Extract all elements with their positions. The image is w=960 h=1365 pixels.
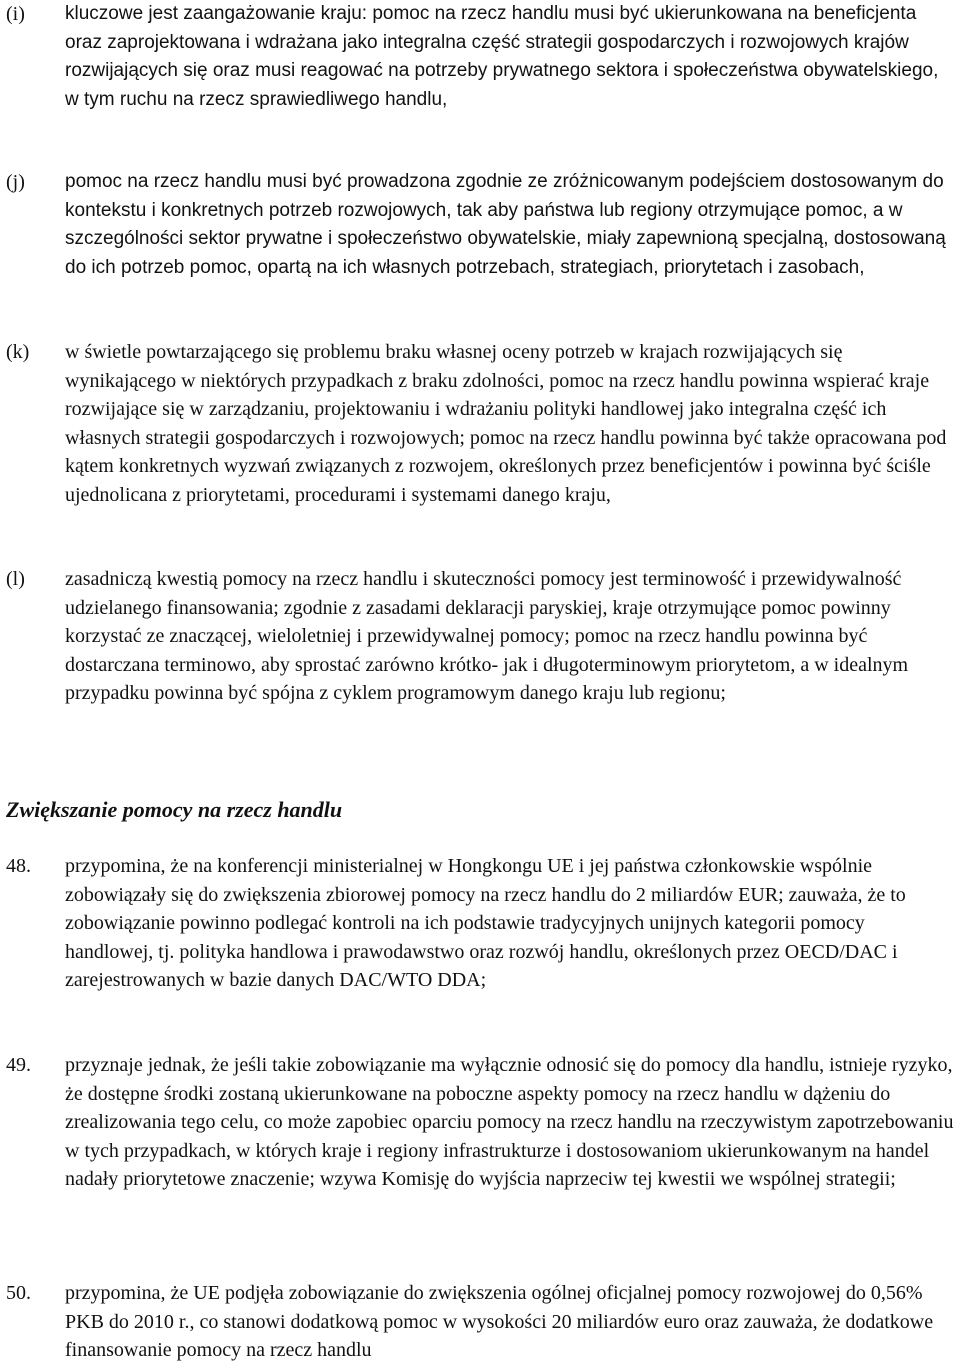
item-text: przypomina, że na konferencji ministerialnej w Hongkongu UE i jej państwa członkowskie wspólnie zobowiązały się do zwiększenia zbiorowej pomocy na rzecz handlu do 2 miliardów EUR; zauważa, że to zobowiązanie powinno podlegać kontroli na ich podstawie tradycyjnych unijnych kategorii pomocy handlowej, tj. polityka handlowa i prawodawstwo oraz rozwój handlu, określonych przez OECD/DAC i zarejestrowanych w bazie danych DAC/WTO DDA; [65, 855, 906, 991]
section-heading: Zwiększanie pomocy na rzecz handlu [6, 797, 343, 822]
item-text: zasadniczą kwestią pomocy na rzecz handlu i skuteczności pomocy jest terminowość i przewidywalność udzielanego finansowania; zgodnie z zasadami deklaracji paryskiej, kraje otrzymujące pomoc powinny korzystać ze znaczącej, wieloletniej i przewidywalnej pomocy; pomoc na rzecz handlu powinna być dostarczana terminowo, aby sprostać zarówno krótko- jak i długoterminowym priorytetom, a w idealnym przypadku powinna być spójna z cyklem programowym danego kraju lub regionu; [65, 568, 909, 704]
item-label: (i) [6, 3, 25, 25]
item-label: (k) [6, 341, 30, 363]
item-text: przyznaje jednak, że jeśli takie zobowiązanie ma wyłącznie odnosić się do pomocy dla handlu, istnieje ryzyko, że dostępne środki zostaną ukierunkowane na poboczne aspekty pomocy na rzecz handlu w dążeniu do zrealizowania tego celu, co może zapobiec oparciu pomocy na rzecz handlu na rzeczywistym zapotrzebowaniu w tych przypadkach, w których kraje i regiony infrastrukturze i dostosowaniom ukierunkowanym na handel nadały priorytetowe znaczenie; wzywa Komisję do wyjścia naprzeciw tej kwestii we wspólnej strategii; [65, 1054, 954, 1190]
item-label: 49. [6, 1054, 31, 1076]
item-label: (j) [6, 171, 25, 193]
item-text: pomoc na rzecz handlu musi być prowadzona zgodnie ze zróżnicowanym podejściem dostosowanym do kontekstu i konkretnych potrzeb rozwojowych, tak aby państwa lub regiony otrzymujące pomoc, a w szczególności sektor prywatne i społeczeństwo obywatelskie, miały zapewnioną specjalną, dostosowaną do ich potrzeb pomoc, opartą na ich własnych potrzebach, strategiach, priorytetach i zasobach, [65, 171, 946, 278]
item-text: w świetle powtarzającego się problemu braku własnej oceny potrzeb w krajach rozwijających się wynikającego w niektórych przypadkach z braku zdolności, pomoc na rzecz handlu powinna wspierać kraje rozwijające się w zarządzaniu, projektowaniu i wdrażaniu polityki handlowej jako integralna część ich własnych strategii gospodarczych i rozwojowych; pomoc na rzecz handlu powinna być także opracowana pod kątem konkretnych wyzwań związanych z rozwojem, określonych przez beneficjentów i powinna być ściśle ujednolicana z priorytetami, procedurami i systemami danego kraju, [65, 341, 947, 506]
item-label: 48. [6, 855, 31, 877]
item-text: przypomina, że UE podjęła zobowiązanie do zwiększenia ogólnej oficjalnej pomocy rozwojowej do 0,56% PKB do 2010 r., co stanowi dodatkową pomoc w wysokości 20 miliardów euro oraz zauważa, że dodatkowe finansowanie pomocy na rzecz handlu [65, 1282, 934, 1361]
item-label: (l) [6, 568, 25, 590]
item-label: 50. [6, 1282, 31, 1304]
item-text: kluczowe jest zaangażowanie kraju: pomoc na rzecz handlu musi być ukierunkowana na beneficjenta oraz zaprojektowana i wdrażana jako integralna część strategii gospodarczych i rozwojowych krajów rozwijających się oraz musi reagować na potrzeby prywatnego sektora i społeczeństwa obywatelskiego, w tym ruchu na rzecz sprawiedliwego handlu, [65, 3, 939, 110]
